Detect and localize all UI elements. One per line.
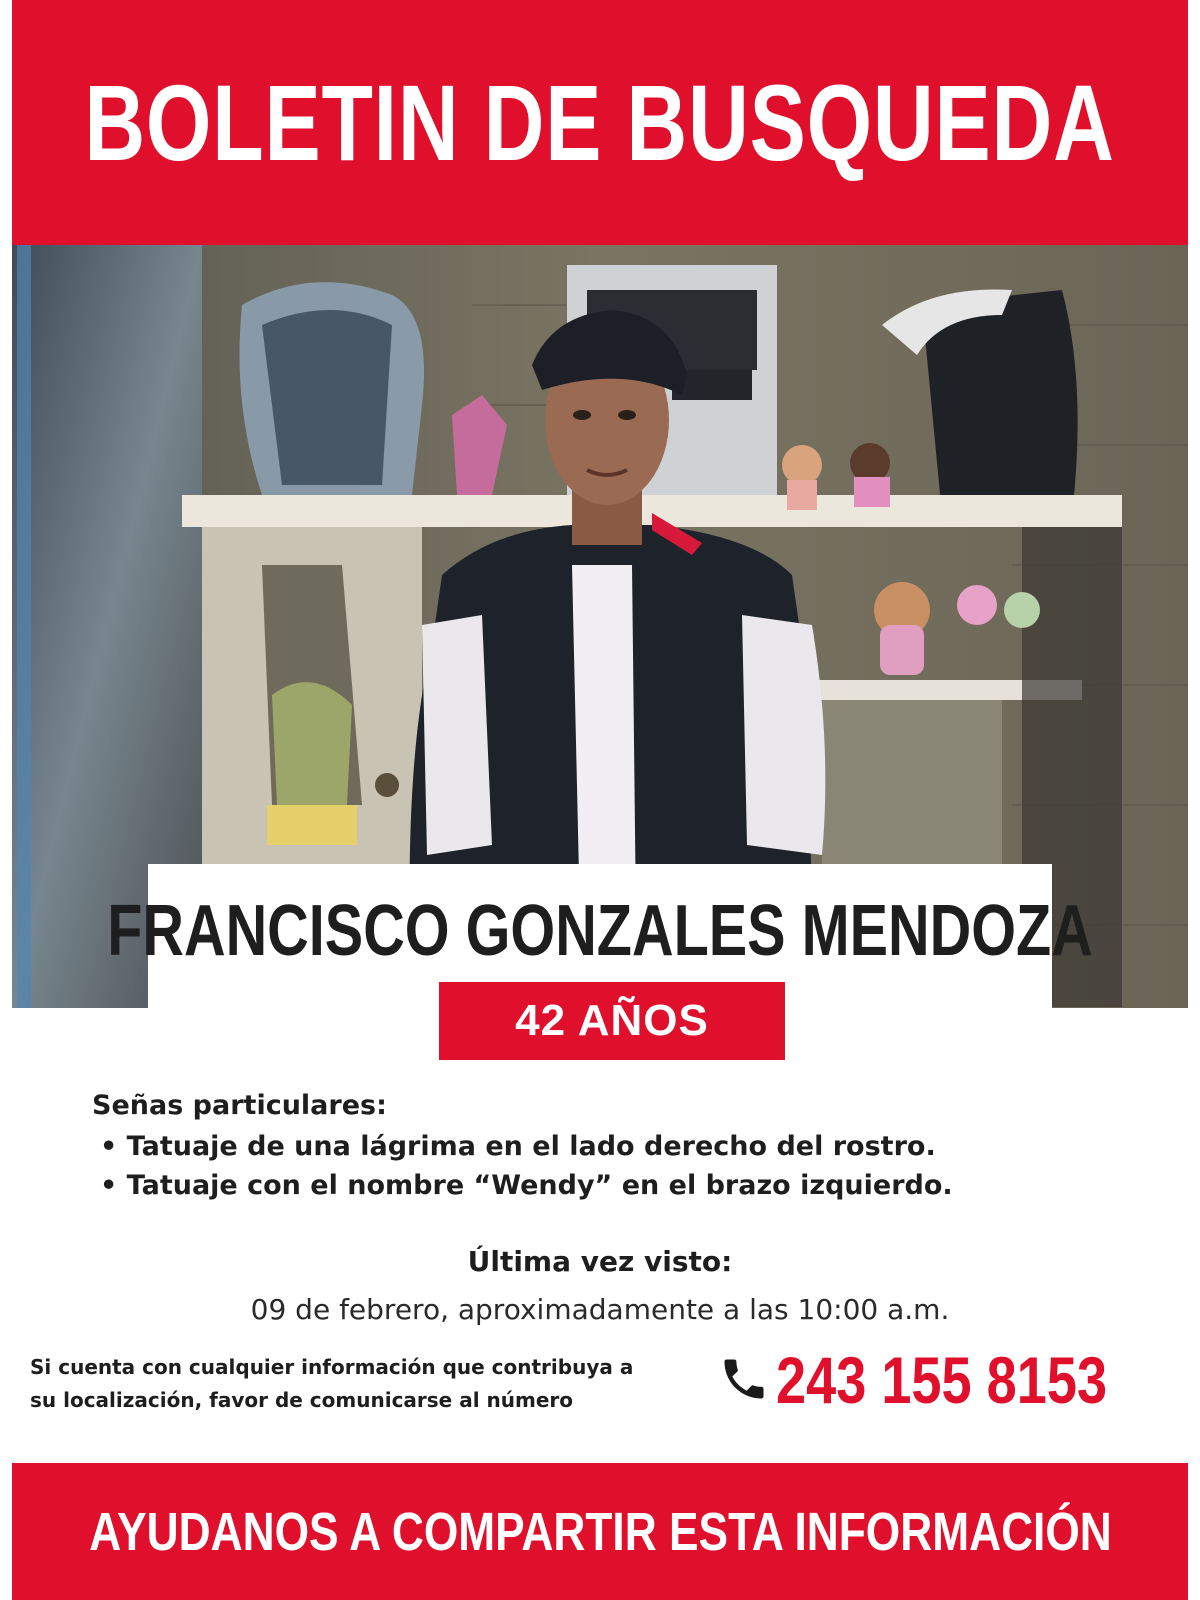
features-heading: Señas particulares:: [92, 1090, 387, 1121]
age-badge: [439, 982, 785, 1060]
phone-number[interactable]: 243 155 8153: [776, 1343, 1108, 1417]
feature-item: • Tatuaje con el nombre “Wendy” en el brazo izquierdo.: [100, 1170, 953, 1201]
feature-item: • Tatuaje de una lágrima en el lado derecho del rostro.: [100, 1131, 936, 1162]
person-name: FRANCISCO GONZALES MENDOZA: [107, 890, 1093, 971]
contact-line: Si cuenta con cualquier información que contribuya a: [30, 1355, 634, 1379]
phone-icon: [718, 1353, 770, 1405]
page-title: BOLETIN DE BUSQUEDA: [84, 61, 1116, 183]
person-age: 42 AÑOS: [515, 996, 709, 1045]
footer-banner: [12, 1463, 1188, 1600]
share-call-to-action: AYUDANOS A COMPARTIR ESTA INFORMACIÓN: [88, 1501, 1112, 1562]
last-seen-text: 09 de febrero, aproximadamente a las 10:00 a.m.: [250, 1293, 950, 1326]
last-seen-heading: Última vez visto:: [467, 1245, 733, 1278]
header-banner: [12, 0, 1188, 245]
contact-line: su localización, favor de comunicarse al número: [30, 1388, 574, 1412]
distinguishing-features: [92, 1090, 1092, 1209]
contact-instructions: [30, 1351, 710, 1417]
